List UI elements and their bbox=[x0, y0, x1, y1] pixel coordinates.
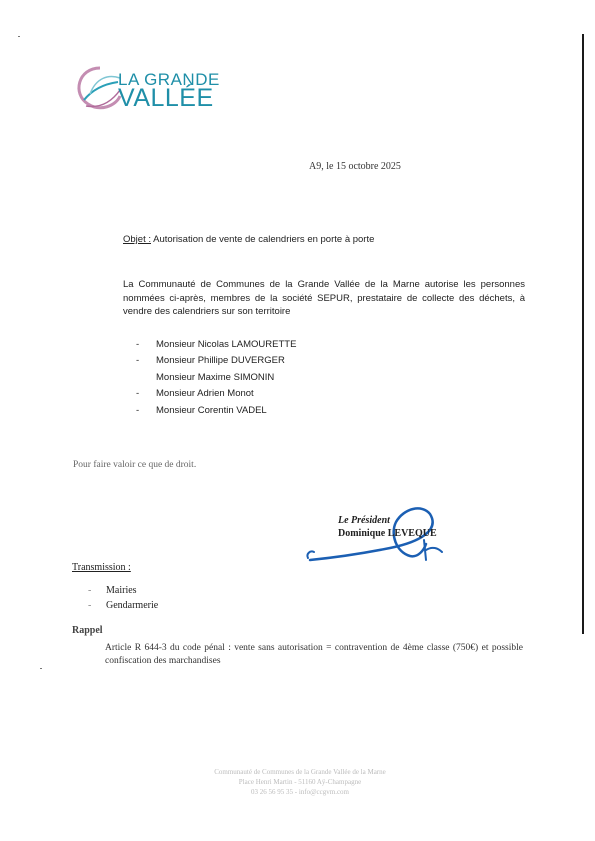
signatory-title: Le Président bbox=[338, 515, 390, 526]
list-item: - Gendarmerie bbox=[88, 599, 159, 611]
rappel-text: Article R 644-3 du code pénal : vente sans autorisation = contravention de 4ème classe (750€) et possible confiscation des marchandises bbox=[105, 643, 523, 666]
letter-object bbox=[123, 234, 374, 245]
transmission-list bbox=[88, 585, 158, 614]
scan-speck bbox=[18, 36, 20, 37]
list-item: - Monsieur Corentin VADEL bbox=[136, 404, 267, 416]
list-item: - Monsieur Adrien Monot bbox=[136, 388, 254, 400]
logo-text-line2: VALLÉE bbox=[118, 84, 214, 112]
footer-line: Place Henri Martin - 51160 Aÿ-Champagne bbox=[238, 778, 362, 786]
letter-date: A9, le 15 octobre 2025 bbox=[309, 161, 401, 172]
letter-body: La Communauté de Communes de la Grande Vallée de la Marne autorise les personnes nommées ci-après, membres de la société SEPUR, prestataire de collecte des déchets, à vendre des calendriers sur son territoire bbox=[123, 279, 525, 318]
object-text: Autorisation de vente de calendriers en porte à porte bbox=[151, 234, 375, 245]
list-item: Monsieur Maxime SIMONIN bbox=[156, 371, 275, 383]
transmission-heading: Transmission : bbox=[72, 562, 131, 573]
list-item: - Mairies bbox=[88, 585, 137, 596]
list-item: - Monsieur Phillipe DUVERGER bbox=[136, 355, 285, 367]
scan-edge-line bbox=[582, 34, 584, 634]
letterhead-footer bbox=[150, 767, 450, 797]
authorized-persons-list bbox=[136, 339, 296, 421]
rappel-heading: Rappel bbox=[72, 625, 103, 636]
footer-line: 03 26 56 95 35 - info@ccgvm.com bbox=[250, 788, 349, 796]
logo-text-line1: LA GRANDE bbox=[118, 70, 220, 89]
scan-speck bbox=[40, 668, 42, 669]
footer-line: Communauté de Communes de la Grande Vallée de la Marne bbox=[214, 768, 386, 776]
object-label: Objet : bbox=[123, 234, 151, 245]
letter-closing: Pour faire valoir ce que de droit. bbox=[73, 460, 197, 470]
list-item: - Monsieur Nicolas LAMOURETTE bbox=[136, 339, 297, 350]
signatory-block bbox=[338, 514, 437, 540]
signatory-name: Dominique LEVEQUE bbox=[338, 528, 437, 539]
